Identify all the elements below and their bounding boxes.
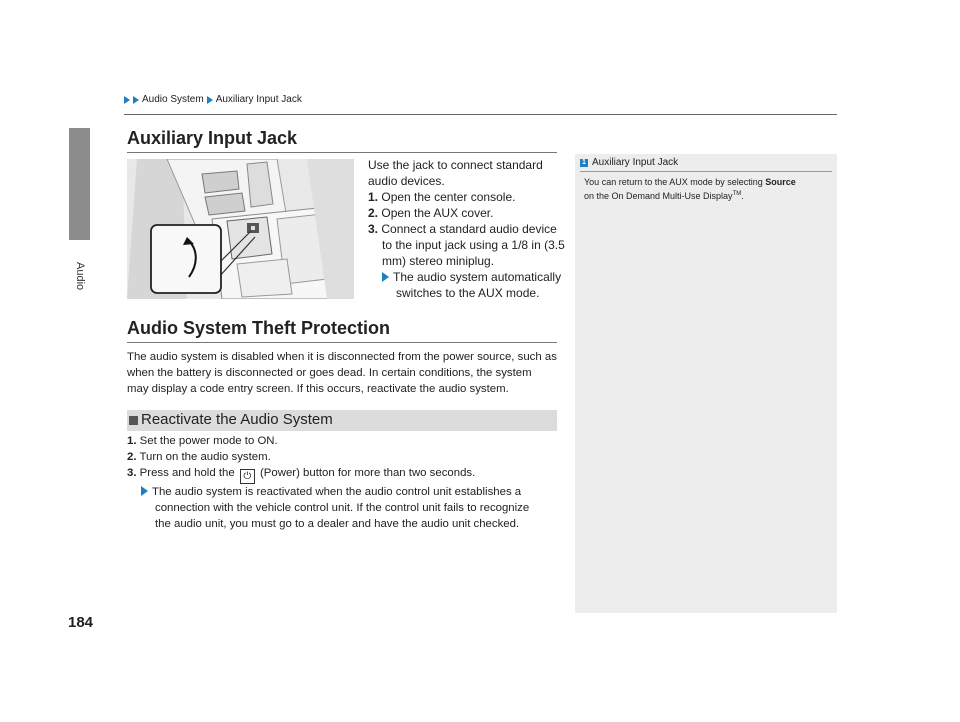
note-header — [580, 157, 678, 168]
step-3: 3. Press and hold the ⏻ (Power) button for more than two seconds. — [127, 467, 476, 482]
power-icon: ⏻ — [240, 469, 255, 484]
step-3: 3. Connect a standard audio device — [368, 222, 557, 236]
breadcrumb-arrow-icon — [124, 96, 130, 104]
subheading-square-icon — [129, 416, 138, 425]
step-3-result-line: switches to the AUX mode. — [396, 286, 540, 300]
breadcrumb-item-audio-system[interactable]: Audio System — [142, 94, 204, 105]
result-arrow-icon — [382, 272, 389, 282]
note-divider — [580, 171, 832, 172]
step-2: 2. Turn on the audio system. — [127, 451, 271, 463]
breadcrumb-item-aux-jack[interactable]: Auxiliary Input Jack — [215, 94, 302, 105]
note-title: Auxiliary Input Jack — [592, 157, 679, 168]
step-3-line: mm) stereo miniplug. — [382, 254, 495, 268]
aux-jack-instructions — [368, 157, 568, 301]
note-panel — [575, 154, 837, 613]
note-body: You can return to the AUX mode by selecting Source on the On Demand Multi-Use Display™. — [584, 177, 796, 201]
breadcrumb — [124, 94, 302, 105]
section-title-divider — [127, 152, 557, 153]
center-console-illustration — [127, 159, 354, 299]
breadcrumb-arrow-icon — [207, 96, 213, 104]
step-1: 1. Set the power mode to ON. — [127, 435, 278, 447]
result-arrow-icon — [141, 486, 148, 496]
section-title-theft-protection: Audio System Theft Protection — [127, 318, 391, 338]
chapter-tab — [69, 128, 90, 240]
chapter-tab-label: Audio — [74, 262, 86, 291]
page-number: 184 — [68, 614, 94, 631]
step-3-result-line: the audio unit, you must go to a dealer and have the audio unit checked. — [155, 518, 520, 530]
breadcrumb-arrow-icon — [133, 96, 139, 104]
theft-protection-paragraph: The audio system is disabled when it is disconnected from the power source, such as when the battery is disconnected or goes dead. In certain conditions, the system may display a code entry screen. If this occurs, reactivate the audio system. — [127, 351, 557, 395]
step-3-result-line: connection with the vehicle control unit. If the control unit fails to recognize — [155, 502, 530, 514]
note-number-icon: 1 — [580, 159, 588, 167]
step-1: 1. Open the center console. — [368, 190, 516, 204]
step-2: 2. Open the AUX cover. — [368, 206, 494, 220]
reactivate-steps — [127, 433, 567, 532]
section-title-aux-jack: Auxiliary Input Jack — [127, 128, 298, 148]
step-3-result: The audio system automatically — [368, 269, 568, 285]
step-3-result: The audio system is reactivated when the audio control unit establishes a — [127, 484, 567, 500]
intro-line: Use the jack to connect standard — [368, 158, 543, 172]
step-3-line: to the input jack using a 1/8 in (3.5 — [382, 238, 565, 252]
header-divider — [124, 114, 837, 115]
subheading-reactivate: Reactivate the Audio System — [127, 410, 557, 431]
section-title-divider — [127, 342, 557, 343]
intro-line: audio devices. — [368, 174, 445, 188]
